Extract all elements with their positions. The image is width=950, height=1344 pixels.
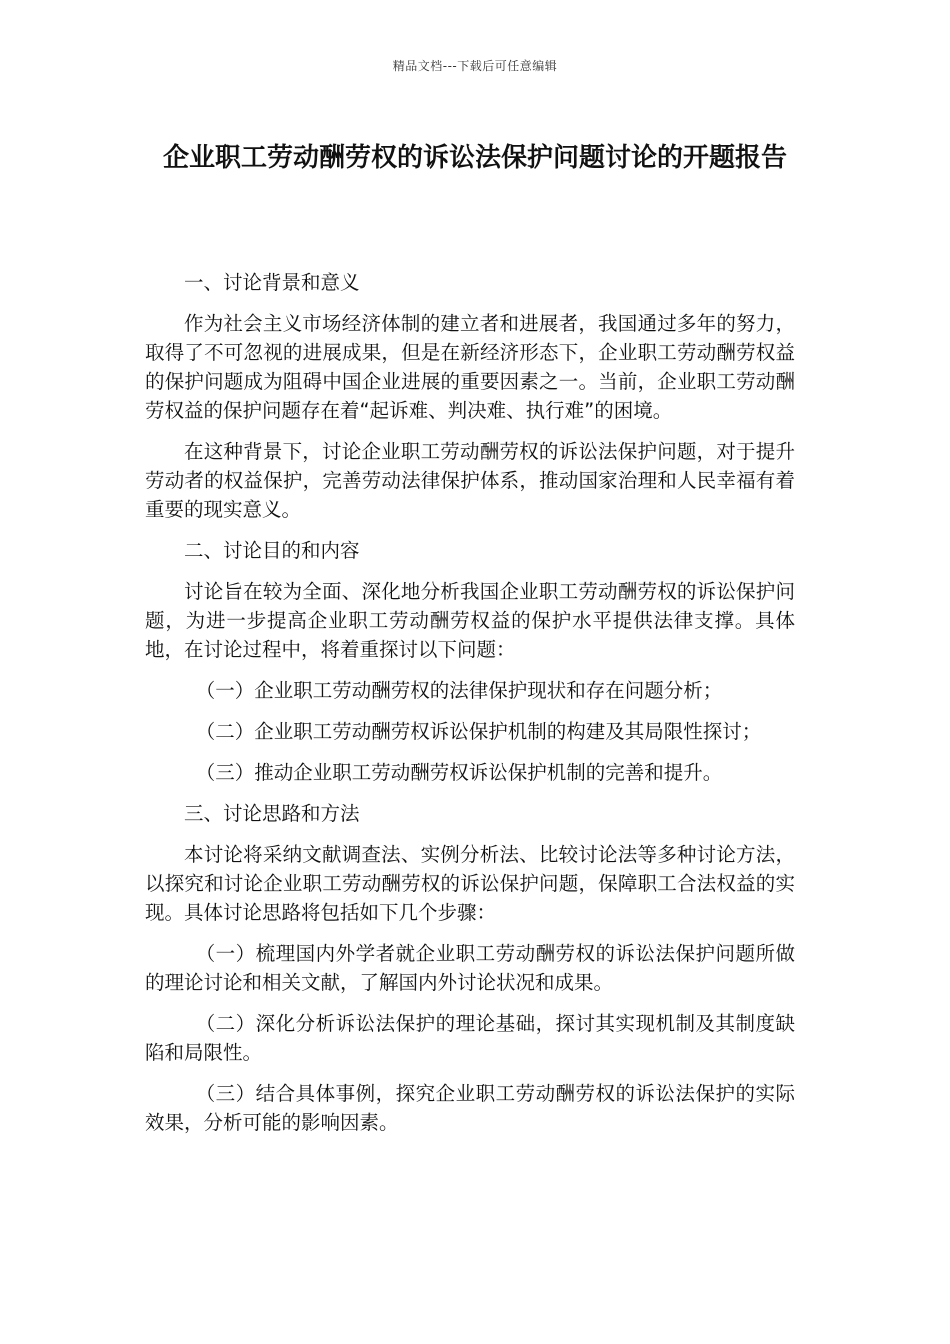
list-item: （二）企业职工劳动酬劳权诉讼保护机制的构建及其局限性探讨； (195, 720, 762, 743)
list-item: （一）梳理国内外学者就企业职工劳动酬劳权的诉讼法保护问题所做的理论讨论和相关文献，了解国内外讨论状况和成果。 (145, 942, 795, 994)
paragraph: 在这种背景下，讨论企业职工劳动酬劳权的诉讼法保护问题，对于提升劳动者的权益保护，完善劳动法律保护体系，推动国家治理和人民幸福有着重要的现实意义。 (145, 440, 795, 521)
list-item: （三）推动企业职工劳动酬劳权诉讼保护机制的完善和提升。 (195, 761, 723, 784)
document-title: 企业职工劳动酬劳权的诉讼法保护问题讨论的开题报告 (162, 143, 787, 173)
paragraph: 作为社会主义市场经济体制的建立者和进展者，我国通过多年的努力，取得了不可忽视的进展成果，但是在新经济形态下，企业职工劳动酬劳权益的保护问题成为阻碍中国企业进展的重要因素之一。当前，企业职工劳动酬劳权益的保护问题存在着“起诉难、判决难、执行难”的困境。 (145, 312, 795, 422)
section-heading: 二、讨论目的和内容 (184, 539, 360, 562)
header-note: 精品文档---下载后可任意编辑 (392, 59, 558, 73)
paragraph: 本讨论将采纳文献调查法、实例分析法、比较讨论法等多种讨论方法，以探究和讨论企业职工劳动酬劳权的诉讼保护问题，保障职工合法权益的实现。具体讨论思路将包括如下几个步骤： (145, 843, 795, 924)
section-heading: 一、讨论背景和意义 (184, 271, 360, 294)
document-body (145, 268, 795, 1149)
list-item: （三）结合具体事例，探究企业职工劳动酬劳权的诉讼法保护的实际效果，分析可能的影响因素。 (145, 1082, 795, 1134)
list-item: （二）深化分析诉讼法保护的理论基础，探讨其实现机制及其制度缺陷和局限性。 (145, 1012, 795, 1064)
paragraph: 讨论旨在较为全面、深化地分析我国企业职工劳动酬劳权的诉讼保护问题，为进一步提高企业职工劳动酬劳权益的保护水平提供法律支撑。具体地，在讨论过程中，将着重探讨以下问题： (145, 580, 795, 661)
list-item: （一）企业职工劳动酬劳权的法律保护现状和存在问题分析； (195, 679, 723, 702)
section-heading: 三、讨论思路和方法 (184, 802, 360, 825)
